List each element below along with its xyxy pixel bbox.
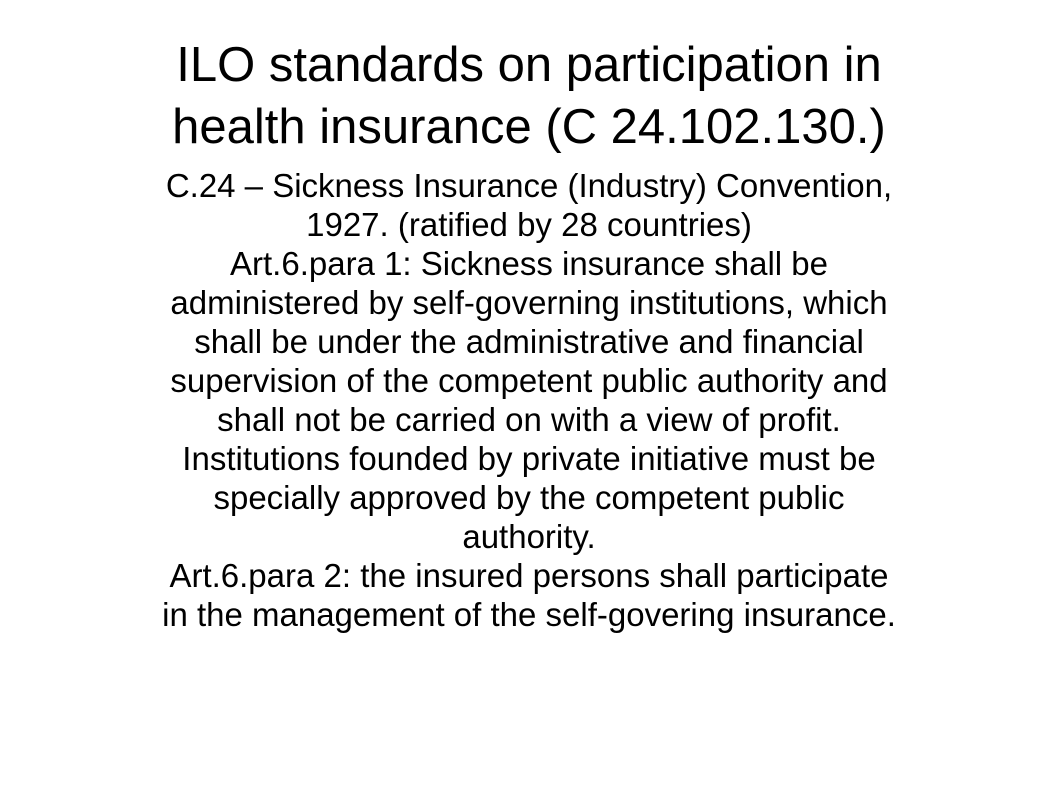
article-text-line: shall be under the administrative and financial <box>194 323 864 360</box>
article-text-line: Art.6.para 2: the insured persons shall participate <box>169 557 889 594</box>
article-text-line: specially approved by the competent public <box>213 479 845 516</box>
slide-body <box>0 166 1058 634</box>
article-text-line: Institutions founded by private initiative must be <box>182 440 876 477</box>
article-text-line: supervision of the competent public authority and <box>170 362 888 399</box>
title-line: health insurance (C 24.102.130.) <box>172 100 886 154</box>
article-text-line: authority. <box>462 518 596 555</box>
convention-line: 1927. (ratified by 28 countries) <box>306 206 752 243</box>
slide-title <box>0 34 1058 158</box>
article-text-line: in the management of the self-govering insurance. <box>162 596 896 633</box>
article-text-line: shall not be carried on with a view of profit. <box>217 401 841 438</box>
article-text-line: administered by self-governing institutions, which <box>170 284 888 321</box>
convention-line: C.24 – Sickness Insurance (Industry) Convention, <box>165 167 893 204</box>
article-text-line: Art.6.para 1: Sickness insurance shall be <box>230 245 828 282</box>
title-line: ILO standards on participation in <box>176 38 882 92</box>
